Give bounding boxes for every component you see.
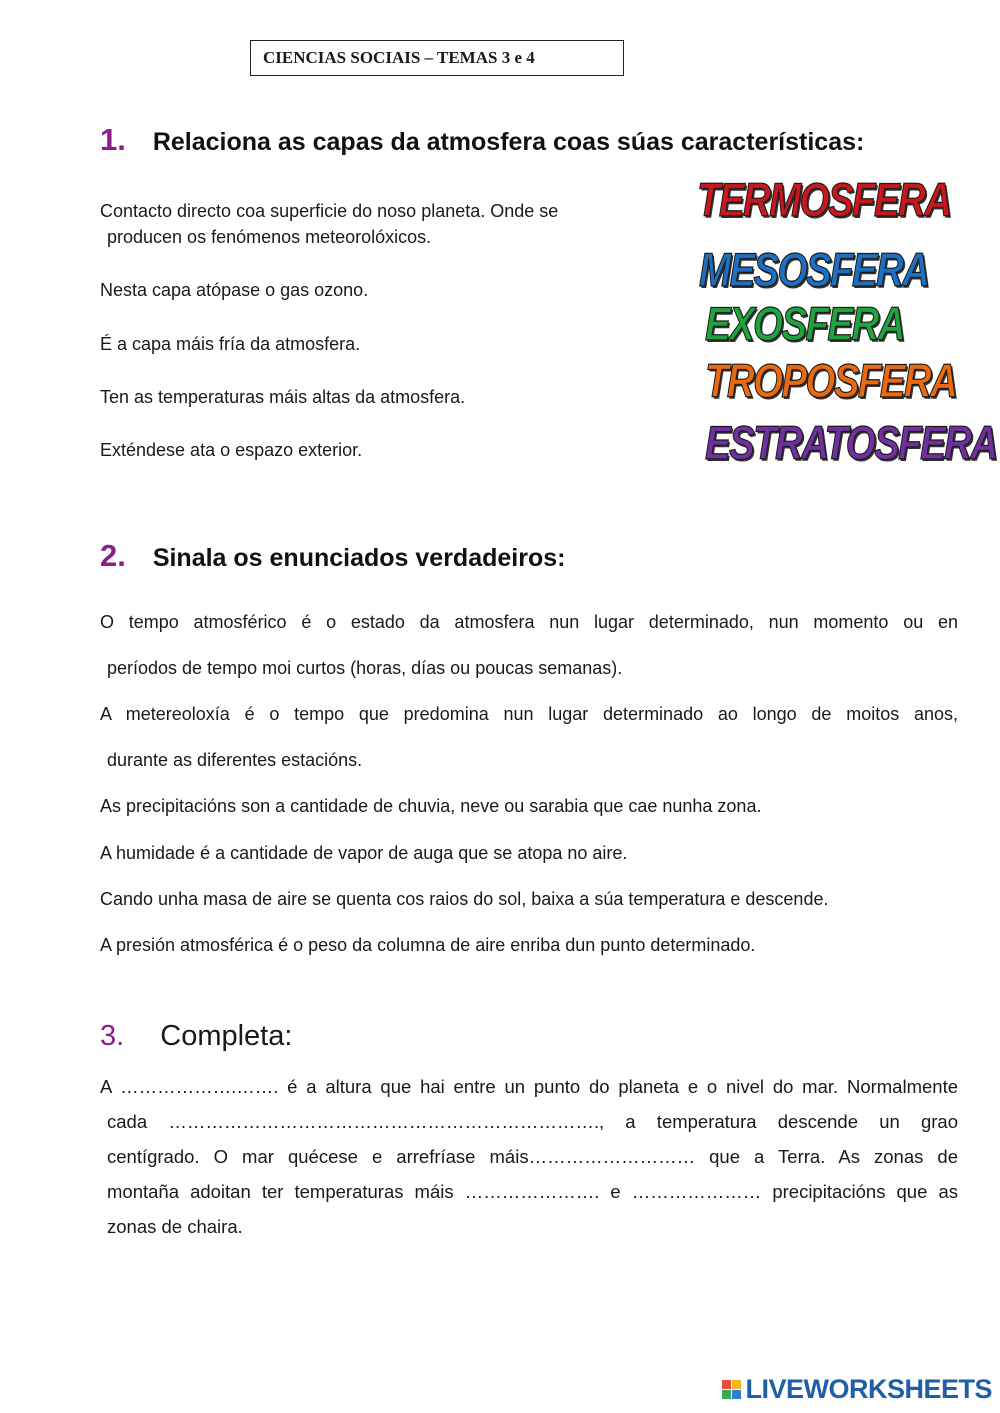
q1-statement-1b: producen os fenómenos meteorolóxicos. [107, 227, 432, 247]
question-3-title: Completa: [160, 1020, 293, 1052]
question-2-number: 2. [100, 538, 126, 573]
question-1-title: Relaciona as capas da atmosfera coas súas características: [152, 128, 865, 156]
q3-line-5: zonas de chaira. [107, 1216, 243, 1237]
question-2-heading [100, 538, 565, 574]
q2-statement-2b: durante as diferentes estacións. [107, 750, 363, 770]
question-1-number: 1. [100, 122, 126, 157]
q2-statement-6[interactable]: A presión atmosférica é o peso da columna de aire enriba dun punto determinado. [100, 935, 756, 955]
worksheet-title: CIENCIAS SOCIAIS – TEMAS 3 e 4 [263, 48, 535, 67]
q2-statement-4[interactable]: A humidade é a cantidade de vapor de auga que se atopa no aire. [100, 843, 628, 863]
q3-line-3[interactable]: centígrado. O mar quécese e arrefríase máis……………………… que a Terra. As zonas de [107, 1146, 958, 1167]
logo-icon [722, 1380, 741, 1399]
q3-line-2[interactable]: cada ……………………………………………………………., a temperatura descende un grao [107, 1111, 958, 1132]
q2-statement-5[interactable]: Cando unha masa de aire se quenta cos raios do sol, baixa a súa temperatura e descende. [100, 889, 829, 909]
layer-troposfera[interactable]: TROPOSFERA [705, 354, 957, 407]
q2-statement-2a[interactable]: A metereoloxía é o tempo que predomina nun lugar determinado ao longo de moitos anos, [100, 704, 958, 724]
question-3-heading [100, 1020, 292, 1053]
q2-statement-3[interactable]: As precipitacións son a cantidade de chuvia, neve ou sarabia que cae nunha zona. [100, 796, 762, 816]
q1-statement-3: É a capa máis fría da atmosfera. [100, 334, 361, 354]
q3-line-4[interactable]: montaña adoitan ter temperaturas máis …………………. e ………………… precipitacións que as [107, 1181, 958, 1202]
layer-termosfera[interactable]: TERMOSFERA [697, 173, 951, 226]
q2-statement-1b: períodos de tempo moi curtos (horas, días ou poucas semanas). [107, 658, 623, 678]
question-2-title: Sinala os enunciados verdadeiros: [152, 544, 566, 572]
q1-statement-2: Nesta capa atópase o gas ozono. [100, 280, 369, 300]
logo-text: LIVEWORKSHEETS [745, 1374, 992, 1404]
layer-mesosfera[interactable]: MESOSFERA [699, 243, 929, 296]
question-3-number: 3. [100, 1020, 125, 1052]
worksheet-title-box [250, 40, 624, 76]
layer-estratosfera[interactable]: ESTRATOSFERA [705, 416, 997, 469]
question-1-heading [100, 122, 864, 158]
layer-exosfera[interactable]: EXOSFERA [705, 297, 904, 350]
q1-statement-5: Exténdese ata o espazo exterior. [100, 440, 363, 460]
liveworksheets-logo [722, 1374, 992, 1405]
q2-statement-1a[interactable]: O tempo atmosférico é o estado da atmosfera nun lugar determinado, nun momento ou en [100, 612, 958, 632]
q1-statement-4: Ten as temperaturas máis altas da atmosfera. [100, 387, 466, 407]
q3-line-1[interactable]: A ……………….……. é a altura que hai entre un punto do planeta e o nivel do mar. Normalmente [100, 1076, 958, 1097]
q1-statement-1a: Contacto directo coa superficie do noso planeta. Onde se [100, 201, 559, 221]
